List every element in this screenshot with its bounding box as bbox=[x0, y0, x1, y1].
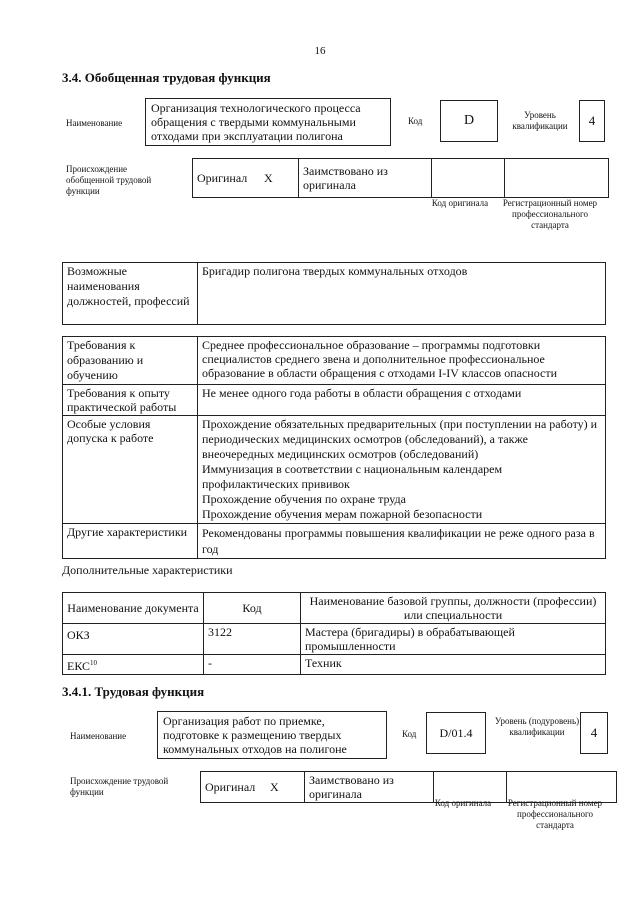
header-document: Наименование документа bbox=[63, 593, 204, 624]
original-mark: X bbox=[260, 159, 299, 198]
original-mark-2: X bbox=[266, 772, 305, 803]
orig-code-label-2: Код оригинала bbox=[434, 798, 492, 808]
other-label: Другие характеристики bbox=[63, 524, 198, 559]
code-label: Код bbox=[408, 116, 423, 126]
level-label-2: Уровень (подуровень) квалификации bbox=[494, 716, 580, 737]
code-value-2: D/01.4 bbox=[426, 712, 486, 754]
page-number: 16 bbox=[314, 45, 326, 57]
orig-code-label: Код оригинала bbox=[431, 198, 489, 208]
experience-label: Требования к опыту практической работы bbox=[63, 385, 198, 416]
code-value: D bbox=[440, 100, 498, 142]
table-row bbox=[63, 624, 606, 655]
code-label-2: Код bbox=[402, 729, 417, 739]
origin-table bbox=[192, 158, 609, 198]
level-label: Уровень квалификации bbox=[512, 110, 568, 131]
row-doc-text: ЕКС bbox=[67, 659, 91, 673]
reg-number-label: Регистрационный номер профессионального стандарта bbox=[502, 198, 598, 230]
row-doc-sup: 10 bbox=[90, 659, 98, 667]
other-value: Рекомендованы программы повышения квалификации не реже одного раза в год bbox=[198, 524, 606, 559]
additional-table bbox=[62, 592, 606, 675]
header-code: Код bbox=[204, 593, 301, 624]
original-label: Оригинал bbox=[193, 159, 261, 198]
additional-heading: Дополнительные характеристики bbox=[62, 563, 233, 577]
row-name: Техник bbox=[301, 655, 606, 675]
header-name: Наименование базовой группы, должности (профессии) или специальности bbox=[301, 593, 606, 624]
row-doc bbox=[63, 624, 204, 655]
table-row bbox=[63, 655, 606, 675]
education-label: Требования к образованию и обучению bbox=[63, 337, 198, 385]
row-doc bbox=[63, 655, 204, 675]
section-heading: 3.4. Обобщенная трудовая функция bbox=[62, 70, 271, 85]
origin-label: Происхождение обобщенной трудовой функции bbox=[66, 164, 152, 196]
row-name: Мастера (бригадиры) в обрабатывающей промышленности bbox=[301, 624, 606, 655]
level-value: 4 bbox=[579, 100, 605, 142]
row-code: - bbox=[204, 655, 301, 675]
education-value: Среднее профессиональное образование – программы подготовки специалистов среднего звена и дополнительное профессиональное образование в области обращения с отходами I-IV классов опасности bbox=[198, 337, 606, 385]
requirements-table bbox=[62, 336, 606, 559]
name-value: Организация технологического процесса обращения с твердыми коммунальными отходами при эксплуатации полигона bbox=[145, 98, 391, 146]
positions-table bbox=[62, 262, 606, 325]
experience-value: Не менее одного года работы в области обращения с отходами bbox=[198, 385, 606, 416]
name-label-2: Наименование bbox=[70, 731, 127, 741]
name-value-2: Организация работ по приемке, подготовке к размещению твердых коммунальных отходов на полигоне bbox=[157, 711, 387, 759]
origin-label-2: Происхождение трудовой функции bbox=[70, 776, 169, 797]
original-label-2: Оригинал bbox=[201, 772, 267, 803]
borrowed-label-2: Заимствовано из оригинала bbox=[305, 772, 434, 803]
name-label: Наименование bbox=[66, 118, 123, 128]
borrowed-label: Заимствовано из оригинала bbox=[299, 159, 432, 198]
orig-code-cell bbox=[432, 159, 505, 198]
reg-number-label-2: Регистрационный номер профессионального стандарта bbox=[507, 798, 603, 830]
row-doc-text: ОКЗ bbox=[67, 628, 90, 642]
row-code: 3122 bbox=[204, 624, 301, 655]
positions-label: Возможные наименования должностей, профессий bbox=[63, 263, 198, 325]
admission-label: Особые условия допуска к работе bbox=[63, 416, 198, 524]
admission-value: Прохождение обязательных предварительных (при поступлении на работу) и периодических медицинских осмотров (обследований), а также внеочередных медицинских осмотров (обследований) Иммунизация в соответствии с национальным календарем профилактических прививок Прохождение обучения по охране труда Прохождение обучения мерам пожарной безопасности bbox=[198, 416, 606, 524]
subsection-heading: 3.4.1. Трудовая функция bbox=[62, 684, 205, 699]
reg-number-cell bbox=[505, 159, 609, 198]
level-value-2: 4 bbox=[580, 712, 608, 754]
positions-value: Бригадир полигона твердых коммунальных отходов bbox=[198, 263, 606, 325]
